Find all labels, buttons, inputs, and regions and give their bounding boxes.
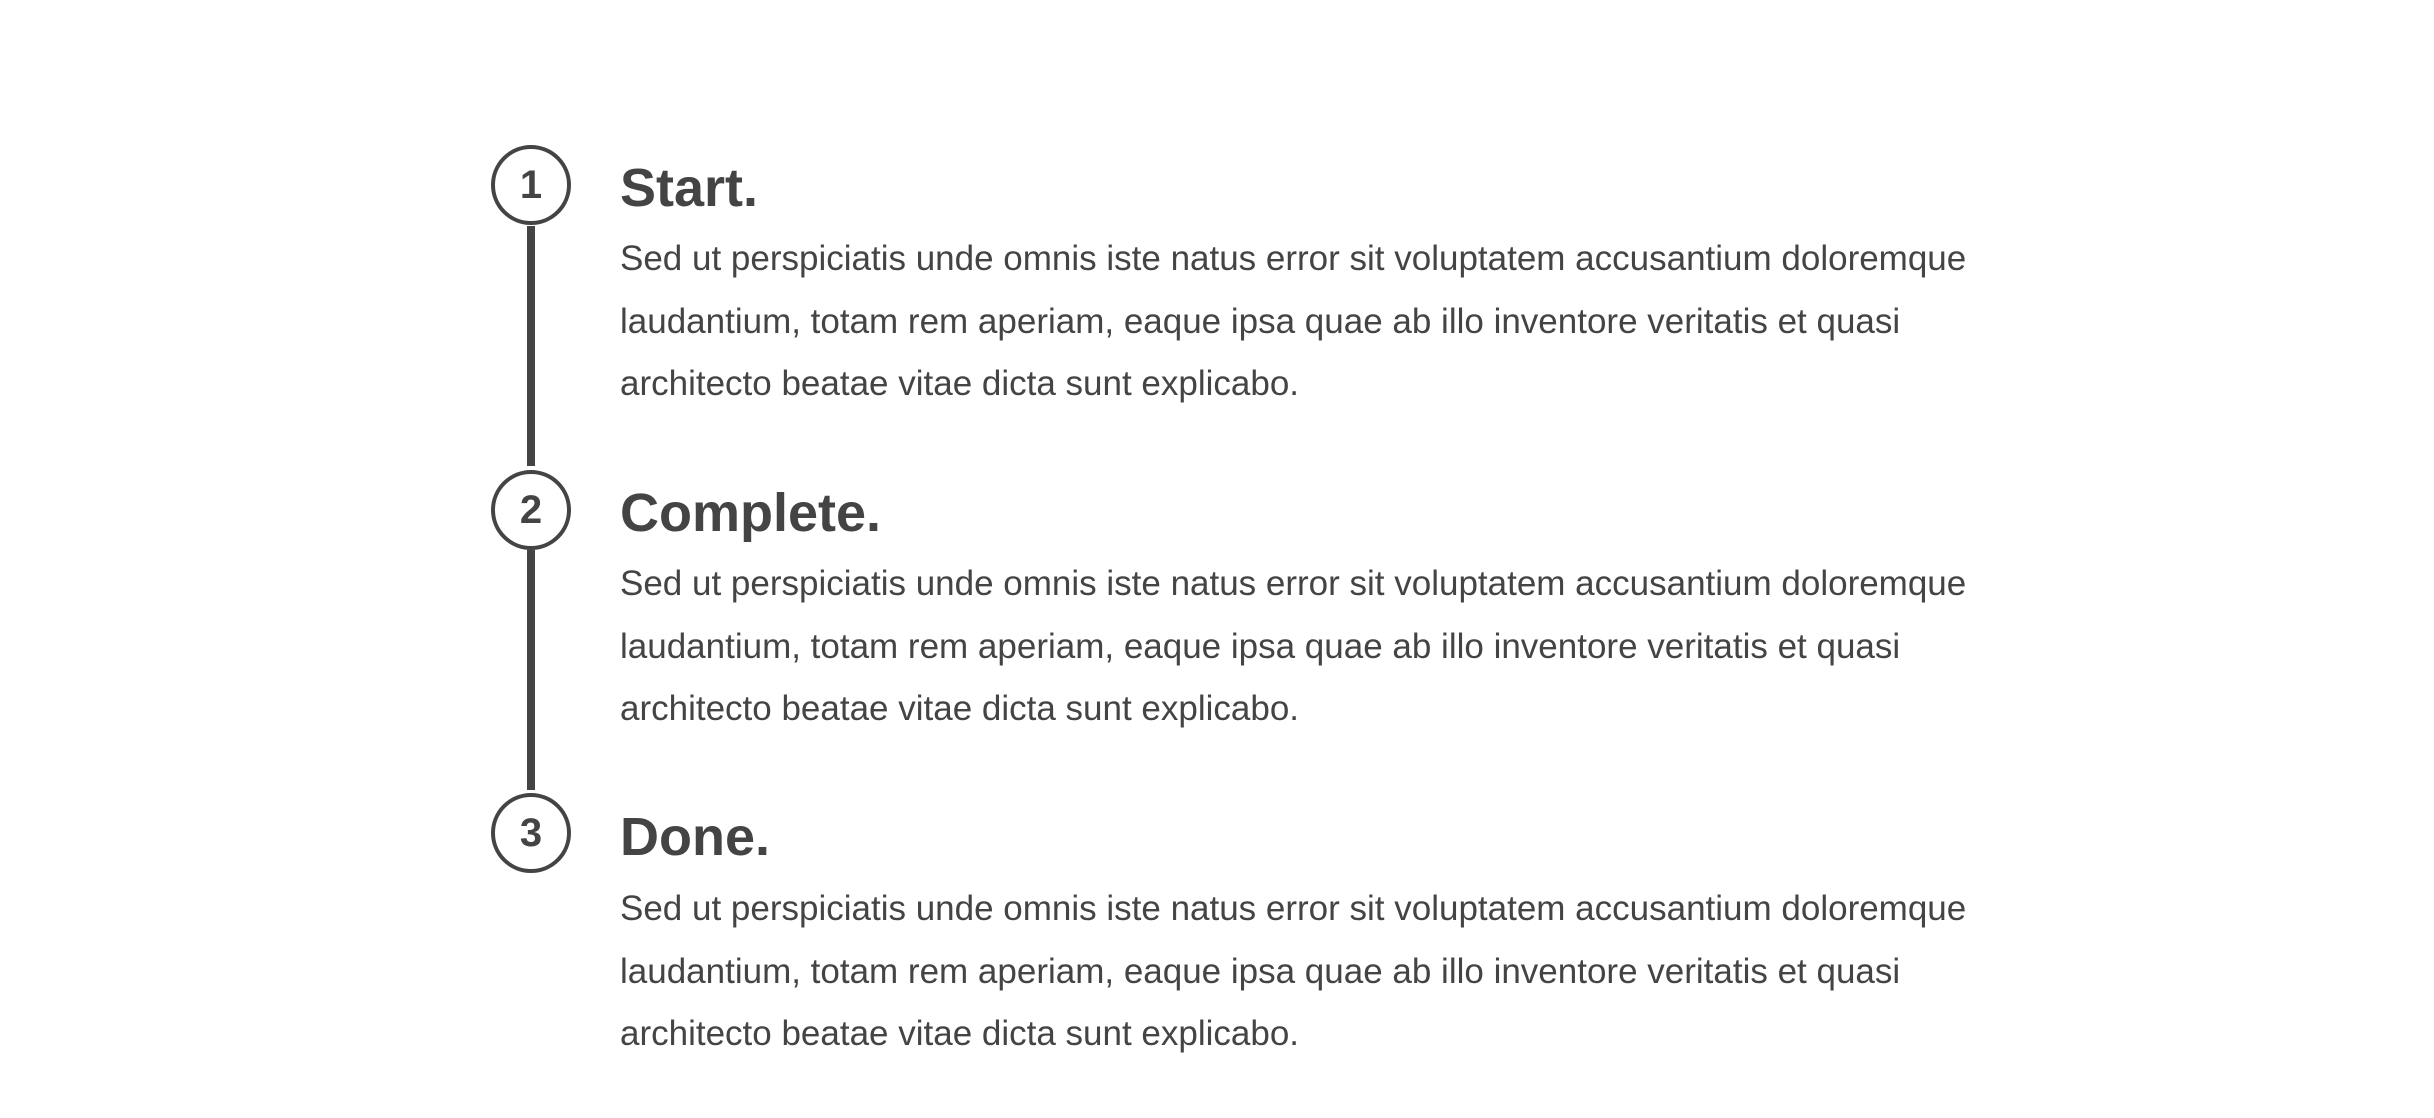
step-number-badge [491, 145, 571, 225]
step-description-line: architecto beatae vitae dicta sunt explicabo. [620, 689, 1300, 728]
step-number: 3 [519, 810, 543, 855]
step-description [620, 553, 2060, 741]
step-number: 1 [519, 162, 543, 207]
step-number-badge [491, 470, 571, 550]
step-title: Start. [620, 158, 759, 218]
step-number-badge [491, 793, 571, 873]
step-description-line: laudantium, totam rem aperiam, eaque ipsa quae ab illo inventore veritatis et quasi [620, 626, 1901, 666]
step-number: 2 [519, 487, 543, 532]
step-description-line: Sed ut perspiciatis unde omnis iste natus error sit voluptatem accusantium doloremque [620, 564, 1967, 603]
step-connector-2-3 [527, 550, 535, 790]
step-title: Done. [620, 807, 771, 867]
step-title: Complete. [620, 483, 882, 543]
step-description-line: architecto beatae vitae dicta sunt explicabo. [620, 364, 1300, 403]
step-description-line: laudantium, totam rem aperiam, eaque ipsa quae ab illo inventore veritatis et quasi [620, 301, 1901, 341]
step-description-line: laudantium, totam rem aperiam, eaque ipsa quae ab illo inventore veritatis et quasi [620, 951, 1901, 991]
step-description-line: Sed ut perspiciatis unde omnis iste natus error sit voluptatem accusantium doloremque [620, 239, 1967, 278]
step-description-line: architecto beatae vitae dicta sunt explicabo. [620, 1014, 1300, 1053]
step-description [620, 228, 2060, 416]
step-description [620, 878, 2060, 1066]
step-description-line: Sed ut perspiciatis unde omnis iste natus error sit voluptatem accusantium doloremque [620, 889, 1967, 928]
step-connector-1-2 [527, 226, 535, 466]
